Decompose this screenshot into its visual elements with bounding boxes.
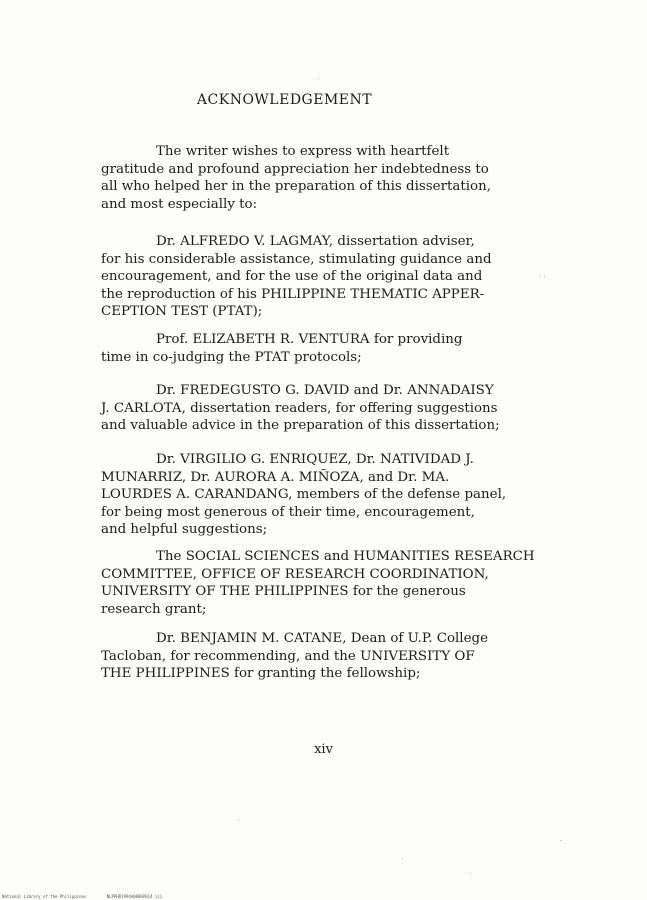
paragraph-line: The writer wishes to express with heartfelt [156,144,450,159]
paragraph-fellowship [101,630,581,683]
paragraph-line: time in co-judging the PTAT protocols; [101,349,362,365]
paragraph-line: and valuable advice in the preparation of this dissertation; [101,418,500,434]
paragraph-line: Dr. VIRGILIO G. ENRIQUEZ, Dr. NATIVIDAD J. [156,452,474,467]
scan-speck [544,276,545,277]
scan-speck [402,858,403,859]
paragraph-line: COMMITTEE, OFFICE OF RESEARCH COORDINATION, [101,566,489,582]
paragraph-line: Prof. ELIZABETH R. VENTURA for providing [156,332,463,347]
paragraph-defense-panel [101,451,581,539]
paragraph-line: research grant; [101,601,207,617]
page-number: xiv [314,742,333,757]
paragraph-line: J. CARLOTA, dissertation readers, for offering suggestions [101,400,498,416]
paragraph-line: Tacloban, for recommending, and the UNIVERSITY OF [101,648,475,664]
page-title: ACKNOWLEDGEMENT [196,92,373,108]
paragraph-research-grant [101,548,581,618]
paragraph-line: for being most generous of their time, encouragement, [101,504,475,520]
paragraph-co-judge [101,331,581,366]
paragraph-line: Dr. FREDEGUSTO G. DAVID and Dr. ANNADAISY [156,383,494,398]
paragraph-line: Dr. ALFREDO V. LAGMAY, dissertation adviser, [156,234,475,249]
paragraph-line: the reproduction of his PHILIPPINE THEMATIC APPER- [101,286,485,302]
paragraph-readers [101,382,581,435]
paragraph-line: for his considerable assistance, stimulating guidance and [101,251,492,267]
paragraph-line: encouragement, and for the use of the original data and [101,269,483,285]
scan-speck [318,78,319,79]
paragraph-adviser [101,233,581,321]
paragraph-line: CEPTION TEST (PTAT); [101,304,263,320]
paragraph-line: MUNARRIZ, Dr. AURORA A. MIÑOZA, and Dr. MA. [101,469,450,485]
paragraph-intro [101,143,581,213]
paragraph-line: gratitude and profound appreciation her indebtedness to [101,161,489,177]
scan-speck [470,873,471,874]
paragraph-line: and most especially to: [101,196,258,212]
paragraph-line: UNIVERSITY OF THE PHILIPPINES for the generous [101,584,466,600]
scan-speck [560,840,561,841]
paragraph-line: and helpful suggestions; [101,522,268,538]
footer-library: National Library of the Philippines [2,894,87,899]
scan-speck [238,820,239,821]
paragraph-line: all who helped her in the preparation of this dissertation, [101,179,491,195]
scan-speck [540,276,541,277]
scan-footer [2,894,180,899]
paragraph-line: Dr. BENJAMIN M. CATANE, Dean of U.P. College [156,631,489,646]
paragraph-line: LOURDES A. CARANDANG, members of the defense panel, [101,487,507,503]
footer-code: NLPPHD1994A0006P014 iii [106,894,163,899]
paragraph-line: The SOCIAL SCIENCES and HUMANITIES RESEARCH [156,549,535,564]
paragraph-line: THE PHILIPPINES for granting the fellowship; [101,666,421,682]
